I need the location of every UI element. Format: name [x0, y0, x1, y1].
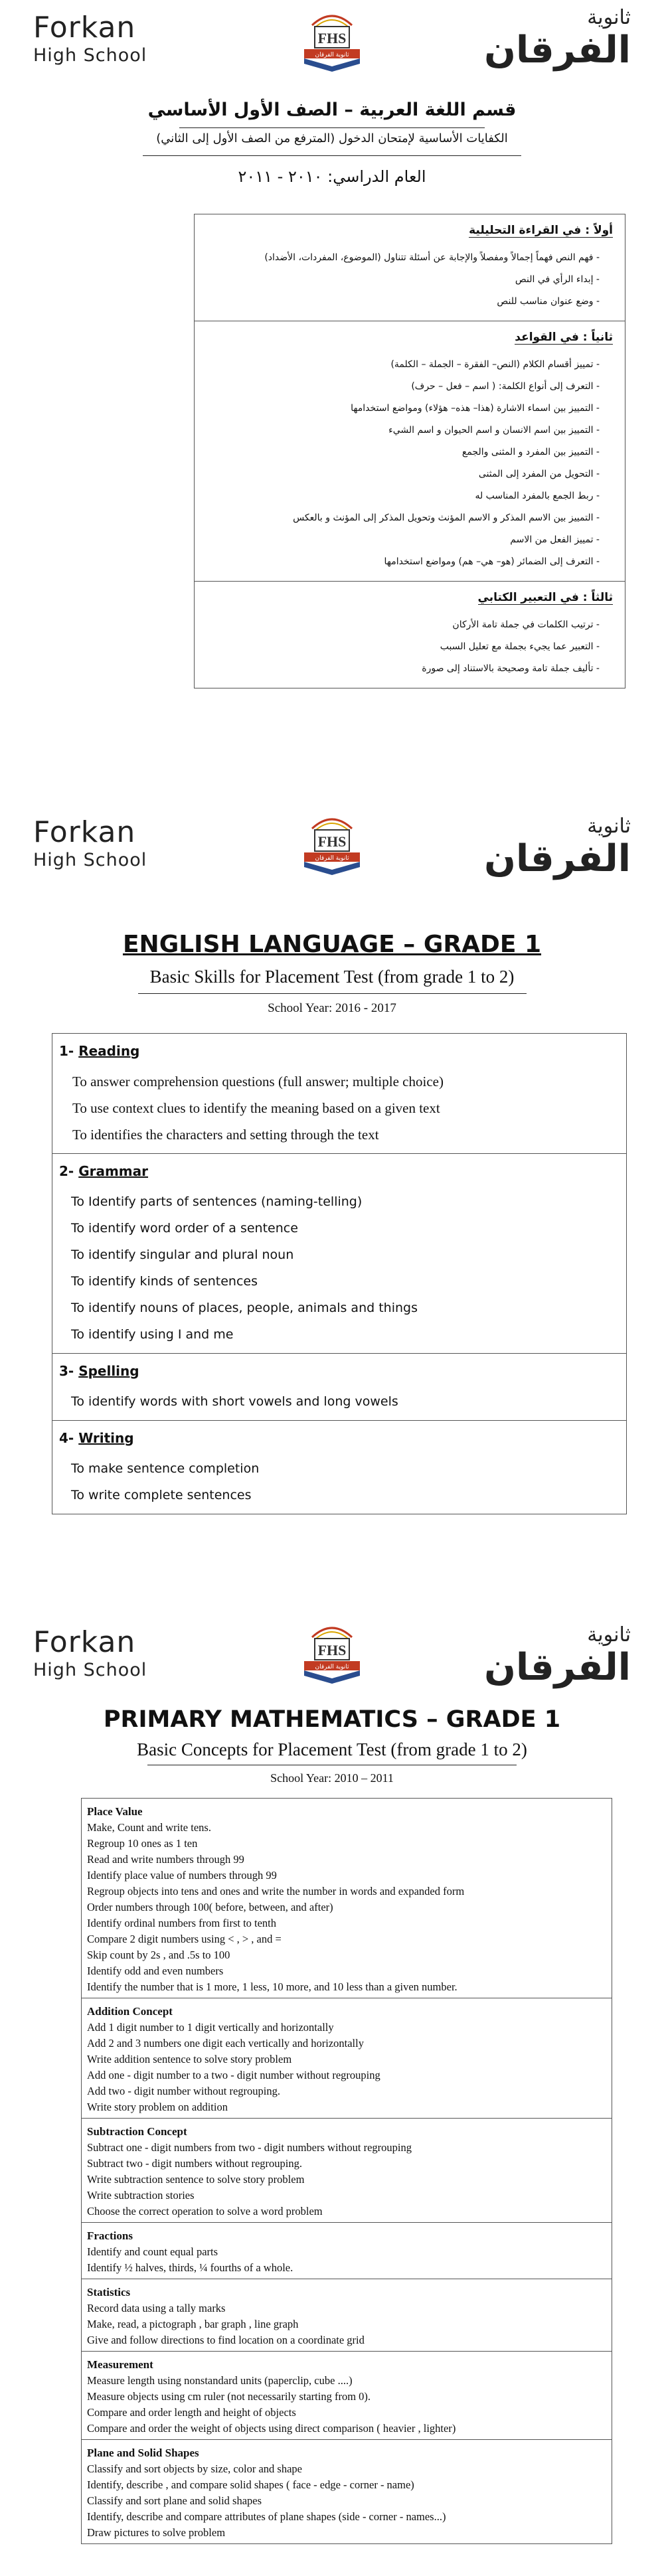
logo-caption: ثانوية الفرقان: [315, 855, 349, 862]
school-logo: [292, 1617, 372, 1687]
concept-item: Write story problem on addition: [87, 2101, 228, 2113]
brand-name: Forkan: [33, 11, 136, 44]
competency-item: - فهم النص فهماً إجمالاً ومفصلاً والإجابة عن أسئلة تتناول (الموضوع، المفردات، الأضداد): [264, 252, 600, 263]
logo-caption: ثانوية الفرقان: [315, 52, 349, 58]
arabic-name-line2: الفرقان: [484, 837, 631, 880]
brand-tagline: High School: [33, 1660, 147, 1680]
school-brand: [33, 817, 147, 871]
page-title: PRIMARY MATHEMATICS – GRADE 1: [103, 1706, 561, 1733]
concept-item: Measure length using nonstandard units (paperclip, cube ....): [87, 2374, 353, 2387]
concept-item: Write addition sentence to solve story problem: [87, 2053, 292, 2065]
competency-item: - إبداء الرأي في النص: [515, 274, 600, 285]
competency-item: - تأليف جملة تامة وصحيحة بالاستناد إلى صورة: [422, 663, 600, 674]
section-heading: Statistics: [87, 2286, 131, 2298]
concept-item: Order numbers through 100( before, between, and after): [87, 1901, 333, 1913]
arabic-name-line1: ثانوية: [587, 6, 631, 29]
concept-item: Choose the correct operation to solve a word problem: [87, 2205, 323, 2217]
concept-item: Record data using a tally marks: [87, 2302, 226, 2314]
logo-caption: ثانوية الفرقان: [315, 1664, 349, 1670]
competency-item: - ربط الجمع بالمفرد المناسب له: [475, 491, 600, 501]
brand-name: Forkan: [33, 1625, 136, 1659]
concept-item: Identify ½ halves, thirds, ¼ fourths of a whole.: [87, 2261, 293, 2274]
section-heading: ثالثاً : في التعبير الكتابي: [477, 591, 613, 604]
concept-item: Identify and count equal parts: [87, 2245, 218, 2258]
section-heading: [52, 1430, 626, 1446]
page-subtitle: Basic Skills for Placement Test (from grade 1 to 2): [149, 967, 515, 987]
section-heading: Fractions: [87, 2229, 133, 2242]
page-title: ENGLISH LANGUAGE – GRADE 1: [122, 931, 542, 958]
competency-item: - التمييز بين اسم الانسان و اسم الحيوان و اسم الشيء: [388, 425, 600, 436]
concept-item: Make, read, a pictograph , bar graph , line graph: [87, 2318, 299, 2330]
concept-item: Compare 2 digit numbers using < , > , and =: [87, 1933, 282, 1945]
logo-letters: FHS: [317, 30, 347, 46]
section-title: Writing: [78, 1430, 134, 1446]
math-section: [82, 2440, 612, 2544]
competency-item: - التحويل من المفرد إلى المثنى: [478, 469, 600, 479]
concept-item: Regroup objects into tens and ones and write the number in words and expanded form: [87, 1885, 465, 1897]
page-subtitle: الكفايات الأساسية لإمتحان الدخول (المترفع من الصف الأول إلى الثاني): [156, 131, 508, 145]
concept-item: Subtract two - digit numbers without regrouping.: [87, 2157, 302, 2170]
competency-item: - التمييز بين الاسم المذكر و الاسم المؤنث وتحويل المذكر إلى المؤنث و بالعكس: [293, 513, 600, 523]
arabic-section: [195, 214, 625, 321]
section-heading: [52, 1163, 626, 1179]
school-year: School Year: 2010 – 2011: [270, 1771, 394, 1785]
concept-item: Identify, describe , and compare solid shapes ( face - edge - corner - name): [87, 2478, 414, 2491]
concept-item: Write subtraction stories: [87, 2189, 195, 2202]
skill-item: To identify word order of a sentence: [71, 1221, 298, 1236]
section-heading: Place Value: [87, 1805, 143, 1818]
school-logo: [292, 809, 372, 878]
section-title: Grammar: [78, 1163, 149, 1179]
section-heading: Plane and Solid Shapes: [87, 2447, 199, 2459]
competency-item: - ترتيب الكلمات في جملة تامة الأركان: [452, 619, 600, 630]
page-subtitle: Basic Concepts for Placement Test (from grade 1 to 2): [137, 1739, 527, 1759]
section-title: Spelling: [78, 1363, 139, 1379]
concept-item: Skip count by 2s , and .5s to 100: [87, 1949, 230, 1961]
concept-item: Classify and sort plane and solid shapes: [87, 2494, 262, 2507]
subtitle-underline: [138, 993, 527, 994]
competency-item: - التعبير عما يجيء بجملة مع تعليل السبب: [440, 641, 600, 652]
concept-item: Add two - digit number without regrouping.: [87, 2085, 281, 2097]
english-page: [0, 797, 664, 1593]
section-heading: [52, 1363, 626, 1379]
competency-item: - وضع عنوان مناسب للنص: [497, 296, 600, 307]
competency-item: - التمييز بين اسماء الاشارة (هذا– هذه– هؤلاء) ومواضع استخدامها: [351, 403, 600, 414]
concept-item: Draw pictures to solve problem: [87, 2526, 226, 2539]
english-section: [52, 1034, 626, 1154]
section-number: 2-: [59, 1163, 74, 1179]
math-section: [82, 2279, 612, 2352]
subtitle-underline: [143, 155, 521, 156]
school-brand: [33, 12, 147, 66]
concept-item: Identify, describe and compare attributes of plane shapes (side - corner - names...): [87, 2510, 446, 2523]
title-underline: [179, 127, 485, 128]
math-section: [82, 2119, 612, 2223]
page-title: قسم اللغة العربية – الصف الأول الأساسي: [147, 100, 517, 120]
concept-item: Add 2 and 3 numbers one digit each vertically and horizontally: [87, 2037, 364, 2050]
concept-item: Identify odd and even numbers: [87, 1965, 224, 1977]
math-page: [0, 1593, 664, 2576]
concept-item: Measure objects using cm ruler (not necessarily starting from 0).: [87, 2390, 371, 2403]
arabic-name-line2: الفرقان: [484, 1646, 631, 1689]
concept-item: Identify place value of numbers through 99: [87, 1869, 277, 1882]
section-number: 4-: [59, 1430, 74, 1446]
skill-item: To identifies the characters and setting through the text: [72, 1127, 379, 1143]
english-section: [52, 1421, 626, 1514]
concept-item: Give and follow directions to find location on a coordinate grid: [87, 2334, 365, 2346]
concepts-table: [81, 1798, 612, 2544]
math-section: [82, 1799, 612, 1998]
competency-item: - التمييز بين المفرد و المثنى والجمع: [461, 447, 600, 457]
competency-item: - تمييز الفعل من الاسم: [510, 534, 600, 545]
concept-item: Read and write numbers through 99: [87, 1853, 244, 1866]
competency-item: - تمييز أقسام الكلام (النص– الفقرة – الجملة – الكلمة): [390, 359, 600, 370]
section-number: 3-: [59, 1363, 74, 1379]
arabic-name-line1: ثانوية: [587, 1623, 631, 1647]
skill-item: To write complete sentences: [71, 1488, 252, 1502]
arabic-school-name: [484, 5, 631, 70]
skill-item: To identify kinds of sentences: [71, 1274, 258, 1289]
logo-emblem: [292, 5, 372, 75]
brand-tagline: High School: [33, 45, 147, 66]
arabic-name-line1: ثانوية: [587, 815, 631, 838]
arabic-school-name: [484, 814, 631, 879]
skill-item: To answer comprehension questions (full answer; multiple choice): [72, 1074, 444, 1089]
logo-emblem: [292, 809, 372, 878]
concept-item: Identify ordinal numbers from first to tenth: [87, 1917, 277, 1929]
concept-item: Write subtraction sentence to solve story problem: [87, 2173, 305, 2186]
english-section: [52, 1154, 626, 1354]
competency-item: - التعرف إلى الضمائر (هو– هي– هم) ومواضع استخدامها: [384, 556, 600, 567]
school-logo: [292, 5, 372, 75]
section-heading: [52, 1043, 626, 1059]
concept-item: Add 1 digit number to 1 digit vertically and horizontally: [87, 2021, 334, 2034]
skill-item: To identify using I and me: [71, 1327, 234, 1342]
arabic-school-name: [484, 1623, 631, 1688]
section-heading: Subtraction Concept: [87, 2125, 187, 2138]
concept-item: Make, Count and write tens.: [87, 1821, 211, 1834]
section-title: Reading: [78, 1043, 140, 1059]
skill-item: To identify singular and plural noun: [71, 1248, 294, 1262]
logo-letters: FHS: [317, 833, 347, 850]
concept-item: Identify the number that is 1 more, 1 less, 10 more, and 10 less than a given number.: [87, 1980, 457, 1993]
skill-item: To identify nouns of places, people, animals and things: [71, 1301, 418, 1315]
concept-item: Regroup 10 ones as 1 ten: [87, 1837, 198, 1850]
school-brand: [33, 1627, 147, 1681]
concept-item: Subtract one - digit numbers from two - digit numbers without regrouping: [87, 2141, 412, 2154]
competency-item: - التعرف إلى أنواع الكلمة: ( اسم – فعل – حرف): [411, 381, 600, 392]
concept-item: Compare and order the weight of objects using direct comparison ( heavier , lighter): [87, 2422, 456, 2435]
brand-name: Forkan: [33, 815, 136, 849]
school-year: العام الدراسي: ٢٠١٠ - ٢٠١١: [238, 167, 426, 186]
english-section: [52, 1354, 626, 1421]
competencies-table: [194, 214, 625, 688]
brand-tagline: High School: [33, 850, 147, 870]
arabic-section: [195, 582, 625, 688]
arabic-section: [195, 321, 625, 582]
skill-item: To identify words with short vowels and long vowels: [71, 1394, 398, 1409]
math-section: [82, 2352, 612, 2440]
section-heading: أولاً : في القراءة التحليلية: [469, 224, 613, 237]
logo-letters: FHS: [317, 1642, 347, 1658]
school-year: School Year: 2016 - 2017: [268, 1001, 396, 1015]
skill-item: To make sentence completion: [71, 1461, 260, 1476]
arabic-page: [0, 0, 664, 797]
concept-item: Add one - digit number to a two - digit number without regrouping: [87, 2069, 380, 2081]
concept-item: Compare and order length and height of objects: [87, 2406, 296, 2419]
skill-item: To Identify parts of sentences (naming-telling): [71, 1194, 363, 1209]
section-heading: ثانياً : في القواعد: [515, 331, 613, 344]
section-number: 1-: [59, 1043, 74, 1059]
arabic-name-line2: الفرقان: [484, 29, 631, 72]
skills-table: [52, 1033, 627, 1514]
math-section: [82, 2223, 612, 2279]
section-heading: Addition Concept: [87, 2005, 173, 2018]
logo-emblem: [292, 1617, 372, 1687]
section-heading: Measurement: [87, 2358, 153, 2371]
math-section: [82, 1998, 612, 2119]
concept-item: Classify and sort objects by size, color and shape: [87, 2462, 302, 2475]
skill-item: To use context clues to identify the meaning based on a given text: [72, 1100, 440, 1116]
